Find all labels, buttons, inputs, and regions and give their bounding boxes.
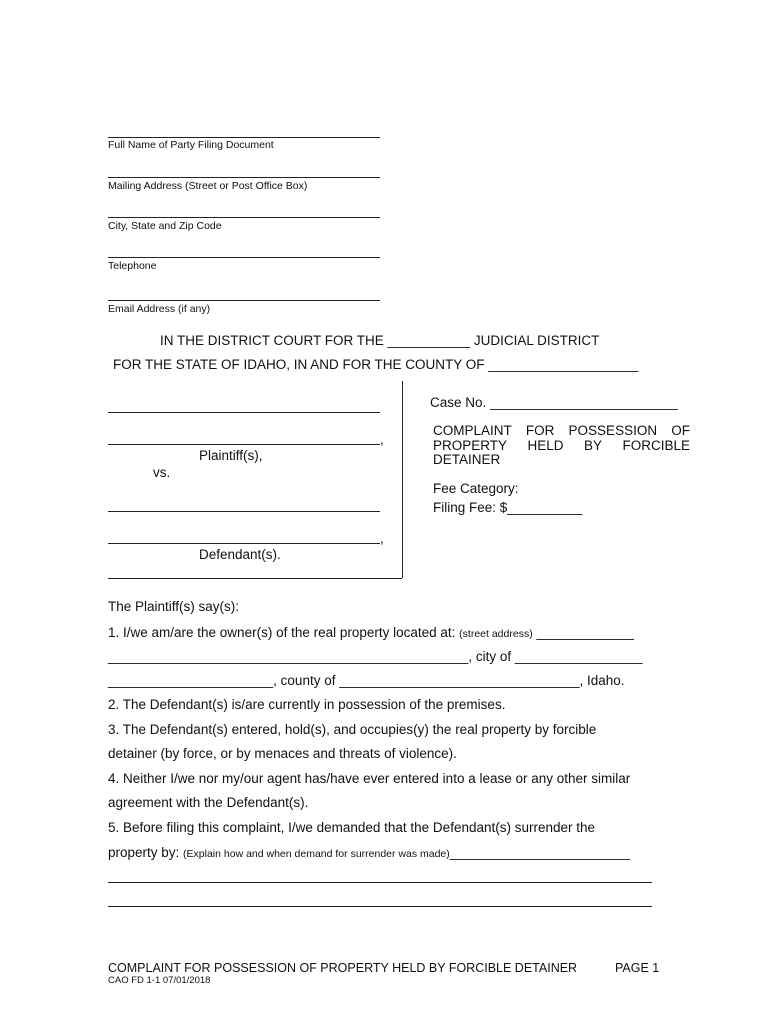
item-3-line-2: detainer (by force, or by menaces and threats of violence). xyxy=(108,746,457,761)
city-state-zip-line[interactable] xyxy=(108,217,380,218)
defendant-line-1[interactable] xyxy=(108,511,380,512)
footer-title: COMPLAINT FOR POSSESSION OF PROPERTY HELD BY FORCIBLE DETAINER xyxy=(108,961,578,975)
mailing-address-label: Mailing Address (Street or Post Office Box) xyxy=(108,180,308,192)
item-1-line-3[interactable]: ______________________, county of ________________________________, Idaho. xyxy=(108,673,625,688)
item-1-line-1: 1. I/we am/are the owner(s) of the real property located at: (street address) _____________ xyxy=(108,625,635,640)
item-5-line-2: property by: (Explain how and when demand for surrender was made)________________________ xyxy=(108,845,630,860)
telephone-line[interactable] xyxy=(108,257,380,258)
telephone-label: Telephone xyxy=(108,260,157,272)
email-label: Email Address (if any) xyxy=(108,303,211,315)
form-code: CAO FD 1-1 07/01/2018 xyxy=(108,975,211,986)
explanation-line-1[interactable] xyxy=(108,882,652,883)
plaintiff-line-1[interactable] xyxy=(108,412,380,413)
defendant-line-2[interactable] xyxy=(108,543,380,544)
court-heading-line1: IN THE DISTRICT COURT FOR THE ___________ JUDICIAL DISTRICT xyxy=(160,333,600,348)
intro-text: The Plaintiff(s) say(s): xyxy=(108,599,240,614)
full-name-label: Full Name of Party Filing Document xyxy=(108,139,274,151)
plaintiff-comma: , xyxy=(380,432,384,447)
complaint-title-line3: DETAINER xyxy=(433,452,501,467)
page-number: PAGE 1 xyxy=(615,961,660,975)
defendants-label: Defendant(s). xyxy=(199,547,281,562)
plaintiff-line-2[interactable] xyxy=(108,444,380,445)
court-heading-line2: FOR THE STATE OF IDAHO, IN AND FOR THE COUNTY OF ____________________ xyxy=(113,357,639,372)
explanation-line-2[interactable] xyxy=(108,906,652,907)
fee-category: Fee Category: xyxy=(433,481,519,496)
complaint-title-line2: PROPERTY HELD BY FORCIBLE xyxy=(433,438,690,453)
caption-bottom-rule xyxy=(108,578,402,579)
item-2: 2. The Defendant(s) is/are currently in possession of the premises. xyxy=(108,697,506,712)
complaint-title-line1: COMPLAINT FOR POSSESSION OF xyxy=(433,423,690,438)
city-state-zip-label: City, State and Zip Code xyxy=(108,220,222,232)
plaintiffs-label: Plaintiff(s), xyxy=(199,448,263,463)
full-name-line[interactable] xyxy=(108,137,380,138)
mailing-address-line[interactable] xyxy=(108,177,380,178)
email-line[interactable] xyxy=(108,300,380,301)
item-1-line-2[interactable]: ________________________________________________, city of _________________ xyxy=(108,649,643,664)
versus-label: vs. xyxy=(153,465,171,480)
item-5-line-1: 5. Before filing this complaint, I/we demanded that the Defendant(s) surrender the xyxy=(108,820,596,835)
defendant-comma: , xyxy=(380,531,384,546)
filing-fee[interactable]: Filing Fee: $__________ xyxy=(433,500,583,515)
caption-divider xyxy=(402,381,403,578)
item-4-line-2: agreement with the Defendant(s). xyxy=(108,795,309,810)
item-3-line-1: 3. The Defendant(s) entered, hold(s), and occupies(y) the real property by forcible xyxy=(108,722,597,737)
case-number[interactable]: Case No. _________________________ xyxy=(430,395,678,410)
item-4-line-1: 4. Neither I/we nor my/our agent has/have ever entered into a lease or any other similar xyxy=(108,771,631,786)
